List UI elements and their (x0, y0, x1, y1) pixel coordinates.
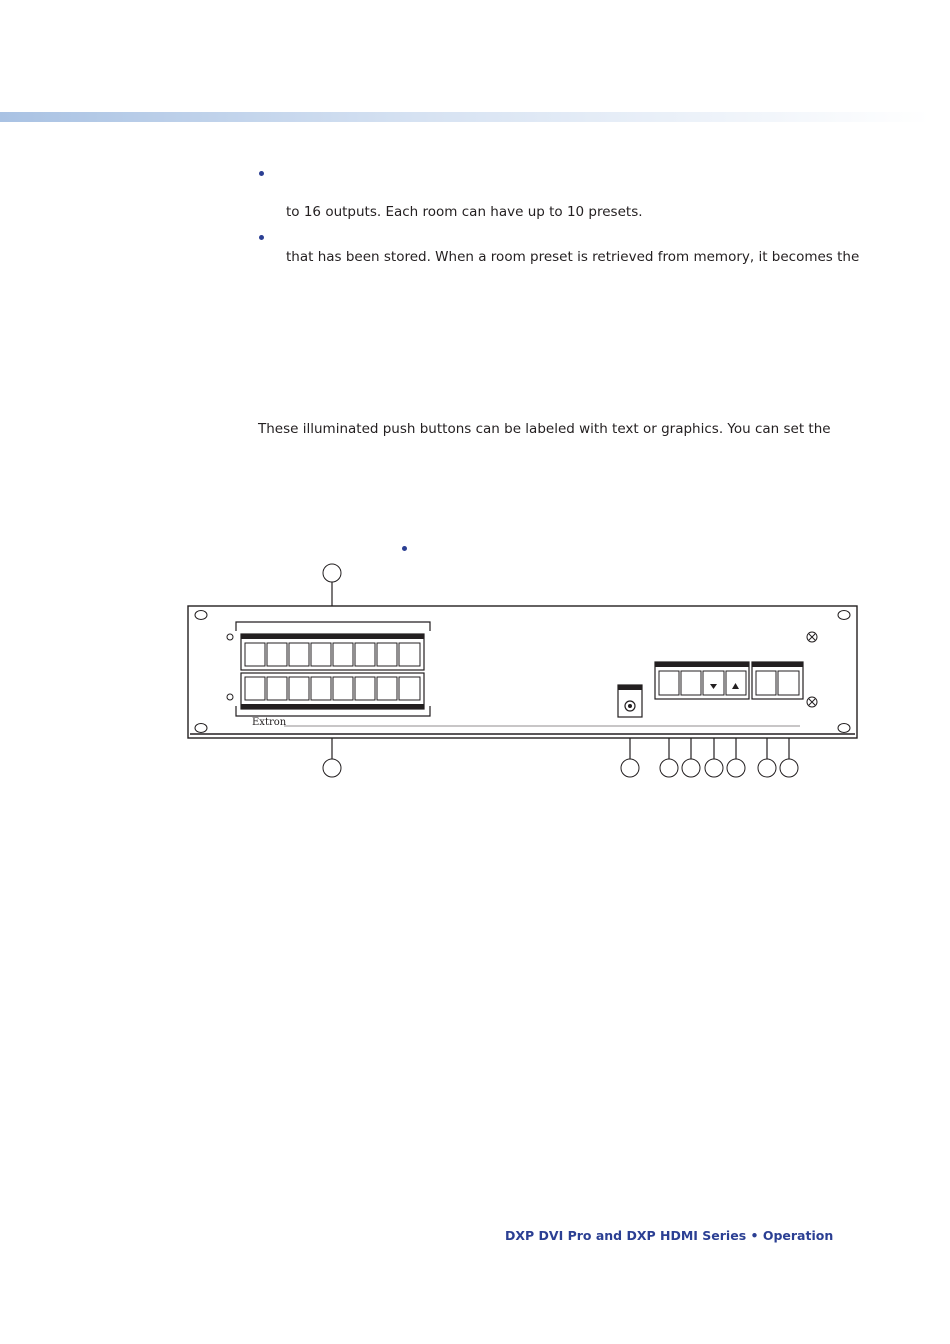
page-footer: DXP DVI Pro and DXP HDMI Series • Operation (505, 1228, 834, 1243)
input-button-3[interactable] (289, 643, 309, 666)
control-button-group (655, 662, 749, 699)
control-button-1[interactable] (659, 671, 679, 695)
input-button-6[interactable] (355, 643, 375, 666)
output-button-3[interactable] (289, 677, 309, 700)
mount-hole-br (838, 724, 850, 733)
input-button-8[interactable] (399, 643, 420, 666)
callout-circle-btn6 (780, 759, 798, 777)
down-arrow-button[interactable] (703, 671, 724, 695)
input-button-7[interactable] (377, 643, 397, 666)
callout-circle-btn5 (758, 759, 776, 777)
screw-top (807, 632, 817, 642)
callout-circle-btn4 (727, 759, 745, 777)
mount-hole-tr (838, 611, 850, 620)
output-button-6[interactable] (355, 677, 375, 700)
input-button-row (241, 634, 424, 670)
callout-circle-port (621, 759, 639, 777)
output-button-7[interactable] (377, 677, 397, 700)
output-button-8[interactable] (399, 677, 420, 700)
output-button-5[interactable] (333, 677, 353, 700)
input-button-2[interactable] (267, 643, 287, 666)
output-button-4[interactable] (311, 677, 331, 700)
body-line-2: that has been stored. When a room preset is retrieved from memory, it becomes the (286, 249, 860, 265)
screw-bottom (807, 697, 817, 707)
callout-circle-bottom (323, 759, 341, 777)
body-line-1: to 16 outputs. Each room can have up to 10 presets. (286, 204, 643, 220)
output-button-row (241, 673, 424, 709)
mount-hole-bl (195, 724, 207, 733)
callout-circle-top (323, 564, 341, 582)
function-button-2[interactable] (778, 671, 799, 695)
brand-logo: Extron (252, 717, 287, 728)
function-button-1[interactable] (756, 671, 776, 695)
callout-circle-btn3 (705, 759, 723, 777)
input-button-4[interactable] (311, 643, 331, 666)
up-arrow-button[interactable] (726, 671, 746, 695)
output-button-2[interactable] (267, 677, 287, 700)
output-button-1[interactable] (245, 677, 265, 700)
callout-circle-btn2 (682, 759, 700, 777)
body-paragraph: These illuminated push buttons can be labeled with text or graphics. You can set the (258, 421, 831, 437)
control-button-2[interactable] (681, 671, 701, 695)
callout-circle-btn1 (660, 759, 678, 777)
input-button-1[interactable] (245, 643, 265, 666)
config-port (618, 685, 642, 717)
mount-hole-tl (195, 611, 207, 620)
input-button-5[interactable] (333, 643, 353, 666)
function-button-group (752, 662, 803, 699)
